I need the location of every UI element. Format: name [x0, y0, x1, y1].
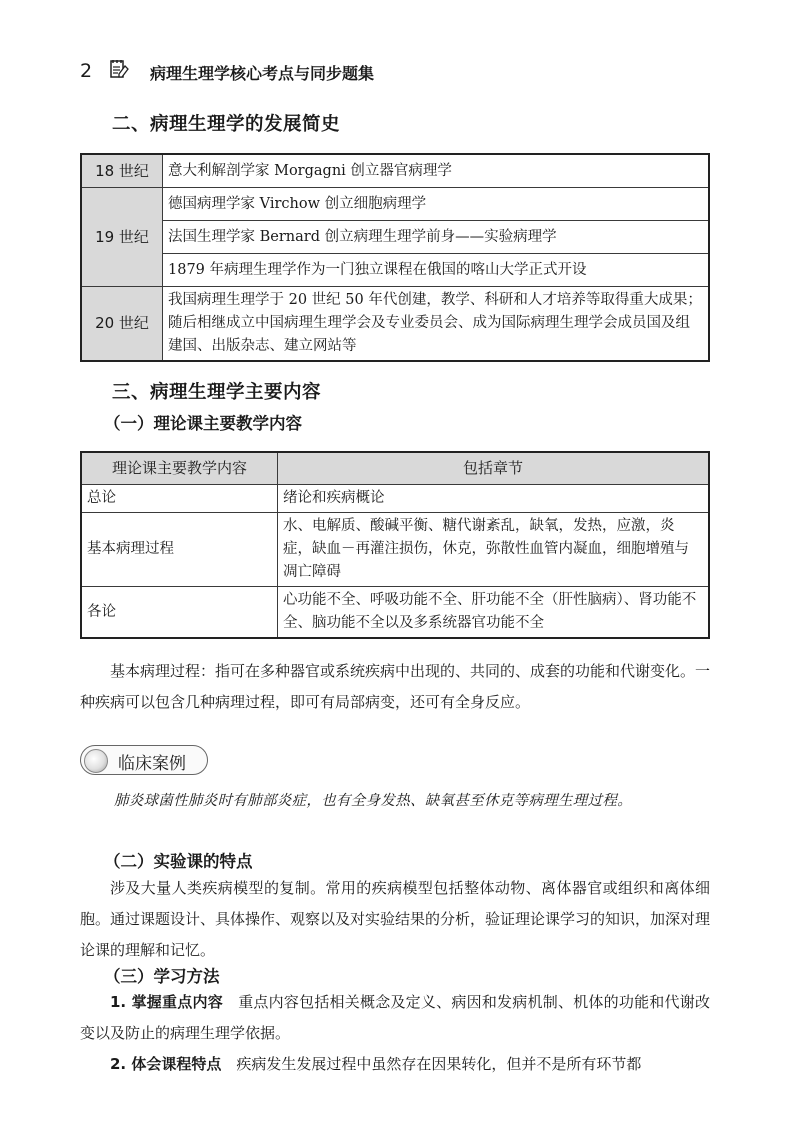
- history-item: 意大利解剖学家 Morgagni 创立器官病理学: [163, 154, 710, 188]
- clinical-case-label: 临床案例: [118, 754, 186, 774]
- content-name: 基本病理过程: [81, 513, 278, 587]
- table-row: [81, 188, 709, 221]
- table-row: [81, 221, 709, 254]
- section2-heading: 二、病理生理学的发展简史: [112, 114, 341, 135]
- content-chapters: 心功能不全、呼吸功能不全、肝功能不全（肝性脑病）、肾功能不全、脑功能不全以及多系统器官功能不全: [278, 587, 710, 639]
- history-item: 我国病理生理学于 20 世纪 50 年代创建，教学、科研和人才培养等取得重大成果；随后相继成立中国病理生理学会及专业委员会、成为国际病理生理学会成员国及组建国、出版杂志、建立网站等: [163, 287, 710, 362]
- content-name: 总论: [81, 485, 278, 513]
- clinical-case-badge: [80, 745, 208, 775]
- method-item: [80, 1049, 710, 1080]
- table-row: [81, 587, 709, 639]
- theory-content-table: [80, 451, 710, 639]
- history-table: [80, 153, 710, 362]
- book-title: 病理生理学核心考点与同步题集: [150, 64, 375, 83]
- section3-heading: 三、病理生理学主要内容: [112, 382, 322, 403]
- content-chapters: 水、电解质、酸碱平衡、糖代谢紊乱，缺氧，发热，应激，炎症，缺血－再灌注损伤，休克，弥散性血管内凝血，细胞增殖与凋亡障碍: [278, 513, 710, 587]
- sub3-heading: （三）学习方法: [104, 967, 220, 986]
- clinical-case-text: 肺炎球菌性肺炎时有肺部炎症，也有全身发热、缺氧甚至休克等病理生理过程。: [114, 793, 632, 809]
- circle-bullet-icon: [84, 749, 108, 773]
- method-item-text: 疾病发生发展过程中虽然存在因果转化，但并不是所有环节都: [236, 1055, 642, 1073]
- method-item-lead: 1. 掌握重点内容: [110, 993, 223, 1011]
- history-item: 法国生理学家 Bernard 创立病理生理学前身——实验病理学: [163, 221, 710, 254]
- notebook-pencil-icon: [108, 58, 130, 80]
- table-row: [81, 287, 709, 362]
- basic-process-paragraph: 基本病理过程：指可在多种器官或系统疾病中出现的、共同的、成套的功能和代谢变化。一种疾病可以包含几种病理过程，即可有局部病变，还可有全身反应。: [80, 662, 711, 711]
- table-row: [81, 154, 709, 188]
- era-cell: 19 世纪: [81, 188, 163, 287]
- era-cell: 18 世纪: [81, 154, 163, 188]
- history-item: 德国病理学家 Virchow 创立细胞病理学: [163, 188, 710, 221]
- era-cell: 20 世纪: [81, 287, 163, 362]
- history-item: 1879 年病理生理学作为一门独立课程在俄国的喀山大学正式开设: [163, 254, 710, 287]
- method-item-lead: 2. 体会课程特点: [110, 1055, 222, 1073]
- sub2-heading: （二）实验课的特点: [104, 852, 253, 871]
- sub1-heading: （一）理论课主要教学内容: [104, 414, 302, 433]
- table-header-row: [81, 452, 709, 485]
- content-chapters: 绪论和疾病概论: [278, 485, 710, 513]
- experiment-paragraph: 涉及大量人类疾病模型的复制。常用的疾病模型包括整体动物、离体器官或组织和离体细胞。通过课题设计、具体操作、观察以及对实验结果的分析，验证理论课学习的知识，加深对理论课的理解和记忆。: [80, 879, 711, 959]
- table-row: [81, 513, 709, 587]
- column-header: 理论课主要教学内容: [81, 452, 278, 485]
- table-row: [81, 485, 709, 513]
- table-row: [81, 254, 709, 287]
- method-item-text: 重点内容包括相关概念及定义、病因和发病机制、机体的功能和代谢改变以及防止的病理生理学依据。: [80, 993, 710, 1042]
- content-name: 各论: [81, 587, 278, 639]
- method-item: [80, 987, 710, 1049]
- column-header: 包括章节: [278, 452, 710, 485]
- page-number: 2: [80, 60, 93, 82]
